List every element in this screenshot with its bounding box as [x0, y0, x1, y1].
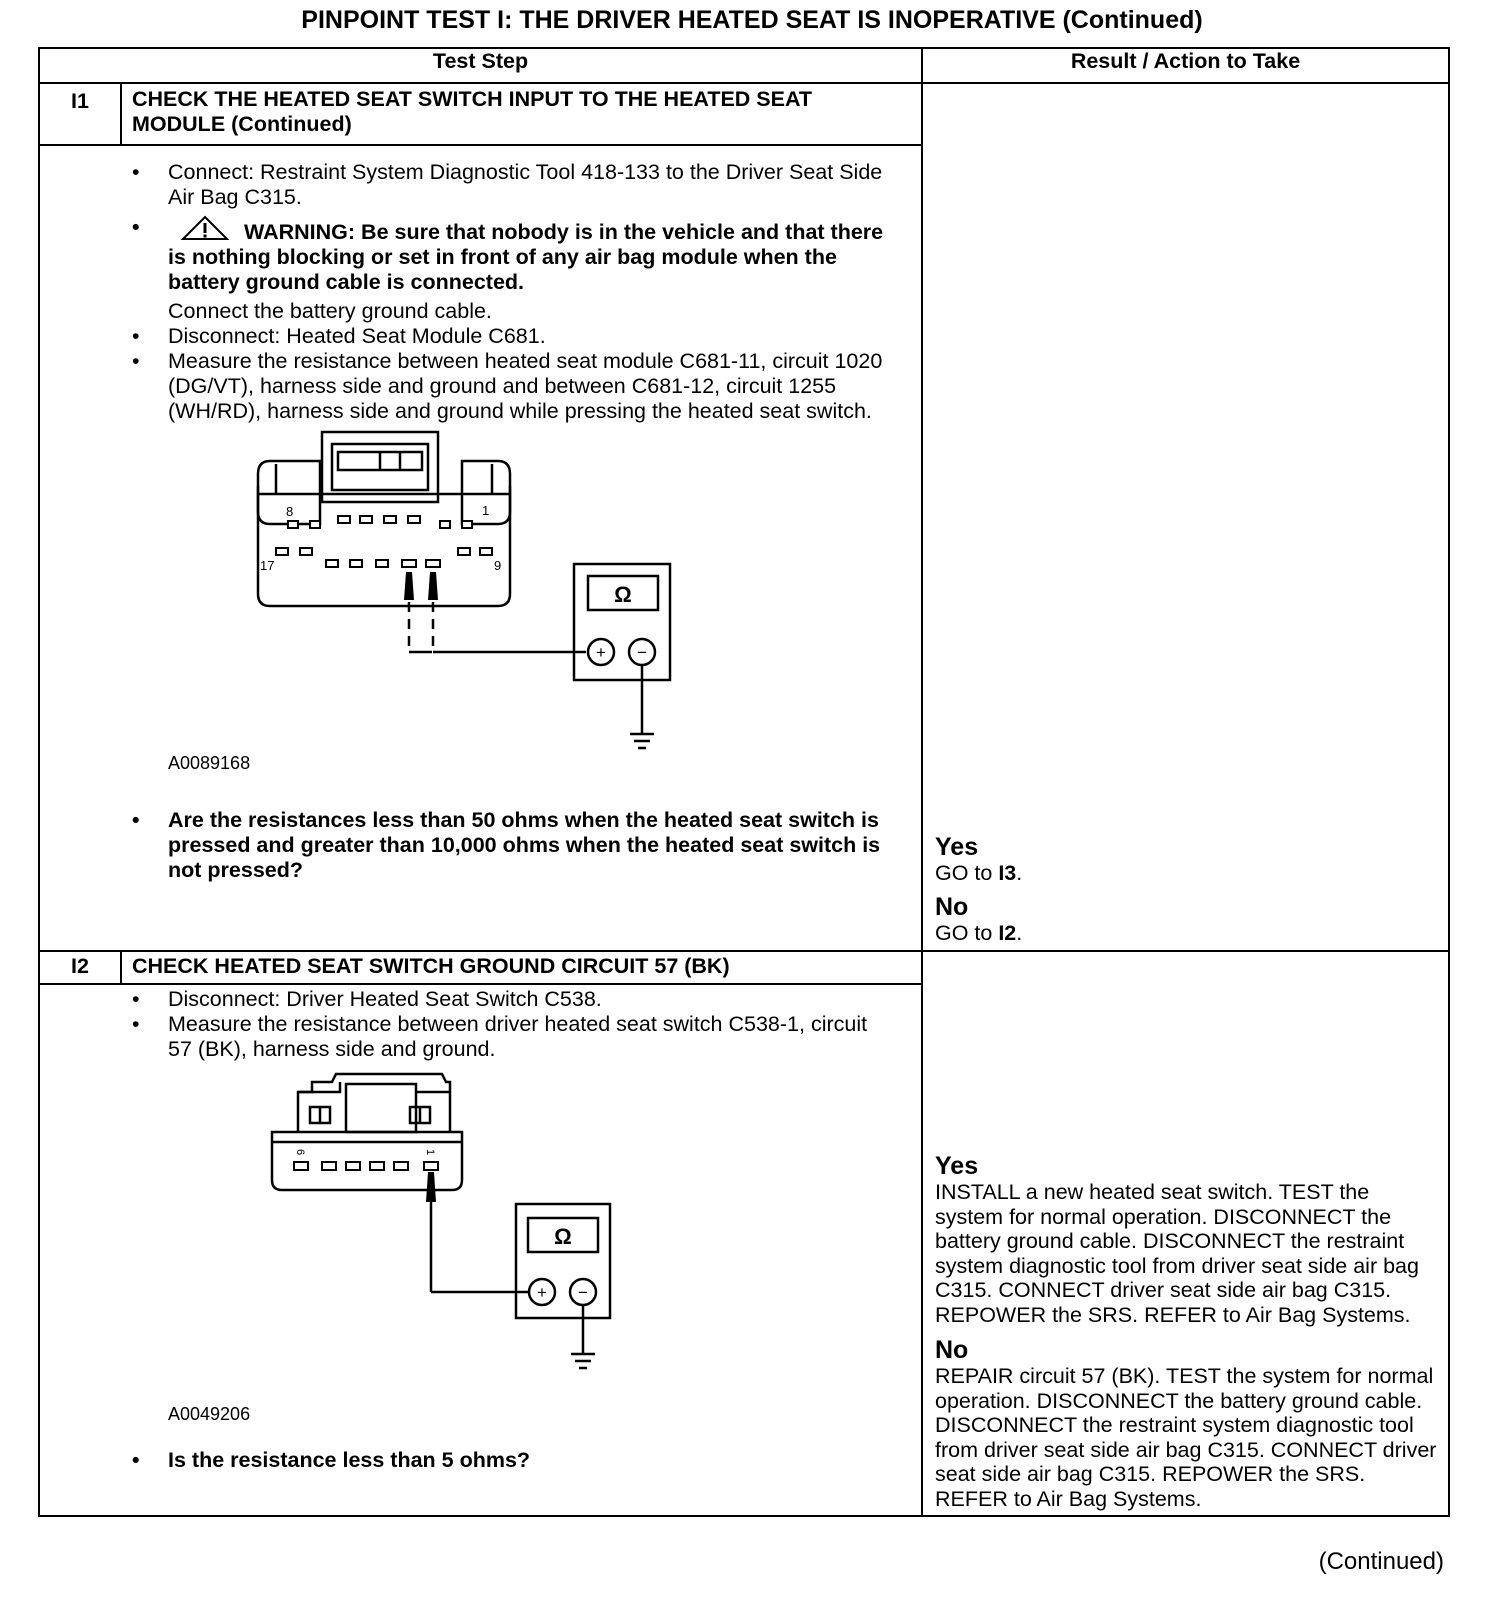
step-i1-connect-battery: Connect the battery ground cable.	[168, 299, 492, 323]
step-i1-bullet-measure: • Measure the resistance between heated seat module C681-11, circuit 1020 (DG/VT), harness side and ground and between C681-12, circuit 1255 (WH/RD), harness side and ground while pressing the heated seat switch.	[40, 349, 891, 424]
c681-pin-row-bottom	[276, 548, 492, 567]
continued-footer: (Continued)	[1318, 1548, 1444, 1575]
page-title: PINPOINT TEST I: THE DRIVER HEATED SEAT IS INOPERATIVE (Continued)	[301, 6, 1203, 34]
ohm-symbol: Ω	[614, 582, 632, 607]
step-i1-no-label: No	[935, 893, 969, 921]
step-i2-result-cell	[922, 951, 1449, 1516]
step-i2-title-row	[39, 951, 1449, 984]
step-i2-bullet-measure: • Measure the resistance between driver heated seat switch C538-1, circuit 57 (BK), harness side and ground.	[40, 1012, 891, 1062]
step-i1-no-action: GO to I2.	[935, 921, 1023, 945]
c681-housing	[258, 486, 510, 606]
step-i2-id: I2	[39, 951, 121, 984]
c681-pin-label-1: 1	[482, 503, 490, 518]
step-i1-results	[923, 834, 1448, 946]
step-i2-title: CHECK HEATED SEAT SWITCH GROUND CIRCUIT 57 (BK)	[121, 951, 922, 984]
pinpoint-test-table	[38, 47, 1450, 1517]
figure-code-a0089168: A0089168	[168, 753, 251, 773]
step-i1-bullet-connect-tool: • Connect: Restraint System Diagnostic Tool 418-133 to the Driver Seat Side Air Bag C315.	[40, 160, 891, 210]
step-i1-yes-label: Yes	[935, 833, 979, 861]
header-test-step: Test Step	[39, 48, 922, 83]
step-i1-bullet-warning	[40, 215, 891, 295]
connector-c538-diagram	[40, 1062, 840, 1444]
step-i1-no-ref[interactable]: I2	[998, 921, 1017, 945]
table-header-row	[39, 48, 1449, 83]
step-i1-yes-action: GO to I3.	[935, 861, 1023, 885]
step-i1-question-list	[40, 808, 921, 883]
meter-minus-terminal: −	[637, 643, 647, 662]
step-i1-yes-ref[interactable]: I3	[998, 861, 1017, 885]
c538-pin-label-1: 1	[424, 1149, 436, 1156]
header-result: Result / Action to Take	[922, 48, 1449, 83]
connector-c681-diagram	[40, 424, 840, 794]
c538-pin-row	[294, 1162, 438, 1170]
step-i1-yes-text: GO to	[935, 861, 999, 885]
figure-code-a0049206: A0049206	[168, 1404, 251, 1424]
step-i1-instructions	[40, 160, 921, 424]
step-i1-title: CHECK THE HEATED SEAT SWITCH INPUT TO THE HEATED SEAT MODULE (Continued)	[121, 83, 922, 145]
step-i2-question: • Is the resistance less than 5 ohms?	[40, 1448, 891, 1473]
step-i2-yes-label: Yes	[935, 1152, 979, 1180]
c681-pin-label-17: 17	[260, 558, 275, 573]
meter-plus-terminal: +	[596, 643, 606, 662]
step-i2-body	[39, 984, 922, 1516]
step-i2-bullet-disconnect: • Disconnect: Driver Heated Seat Switch C538.	[40, 987, 891, 1012]
ohm-symbol: Ω	[554, 1224, 572, 1249]
c681-pin-label-8: 8	[286, 504, 294, 519]
step-i1-warning-text: WARNING: Be sure that nobody is in the vehicle and that there is nothing blocking or set in front of any air bag module when the battery ground cable is connected.	[168, 220, 884, 294]
step-i1-title-row	[39, 83, 1449, 145]
c538-pin-label-6: 6	[294, 1149, 306, 1156]
c681-probes	[404, 572, 586, 652]
step-i2-no-label: No	[935, 1336, 969, 1364]
step-i2-no-action: REPAIR circuit 57 (BK). TEST the system for normal operation. DISCONNECT the battery ground cable. DISCONNECT the restraint system diagnostic tool from driver seat side air bag C315. CONNECT driver seat side air bag C315. REPOWER the SRS. REFER to Air Bag Systems.	[935, 1364, 1437, 1511]
c681-pin-row-top	[288, 516, 472, 528]
meter-plus-terminal: +	[537, 1283, 547, 1302]
step-i2-yes-action: INSTALL a new heated seat switch. TEST the system for normal operation. DISCONNECT the battery ground cable. DISCONNECT the restraint system diagnostic tool from driver seat side air bag C315. CONNECT driver seat side air bag C315. REPOWER the SRS. REFER to Air Bag Systems.	[935, 1180, 1419, 1327]
step-i1-question: • Are the resistances less than 50 ohms when the heated seat switch is pressed and greater than 10,000 ohms when the heated seat switch is not pressed?	[40, 808, 891, 883]
meter-minus-terminal: −	[578, 1283, 588, 1302]
step-i2-question-list	[40, 1448, 921, 1473]
step-i2-results	[923, 1153, 1448, 1511]
step-i1-body	[39, 145, 922, 951]
warning-icon	[180, 215, 230, 241]
step-i1-bullet-disconnect: • Disconnect: Heated Seat Module C681.	[40, 324, 891, 349]
step-i1-id: I1	[39, 83, 121, 145]
step-i1-result-cell	[922, 83, 1449, 951]
step-i1-no-text: GO to	[935, 921, 999, 945]
step-i2-instructions	[40, 987, 921, 1062]
c681-pin-label-9: 9	[494, 558, 502, 573]
